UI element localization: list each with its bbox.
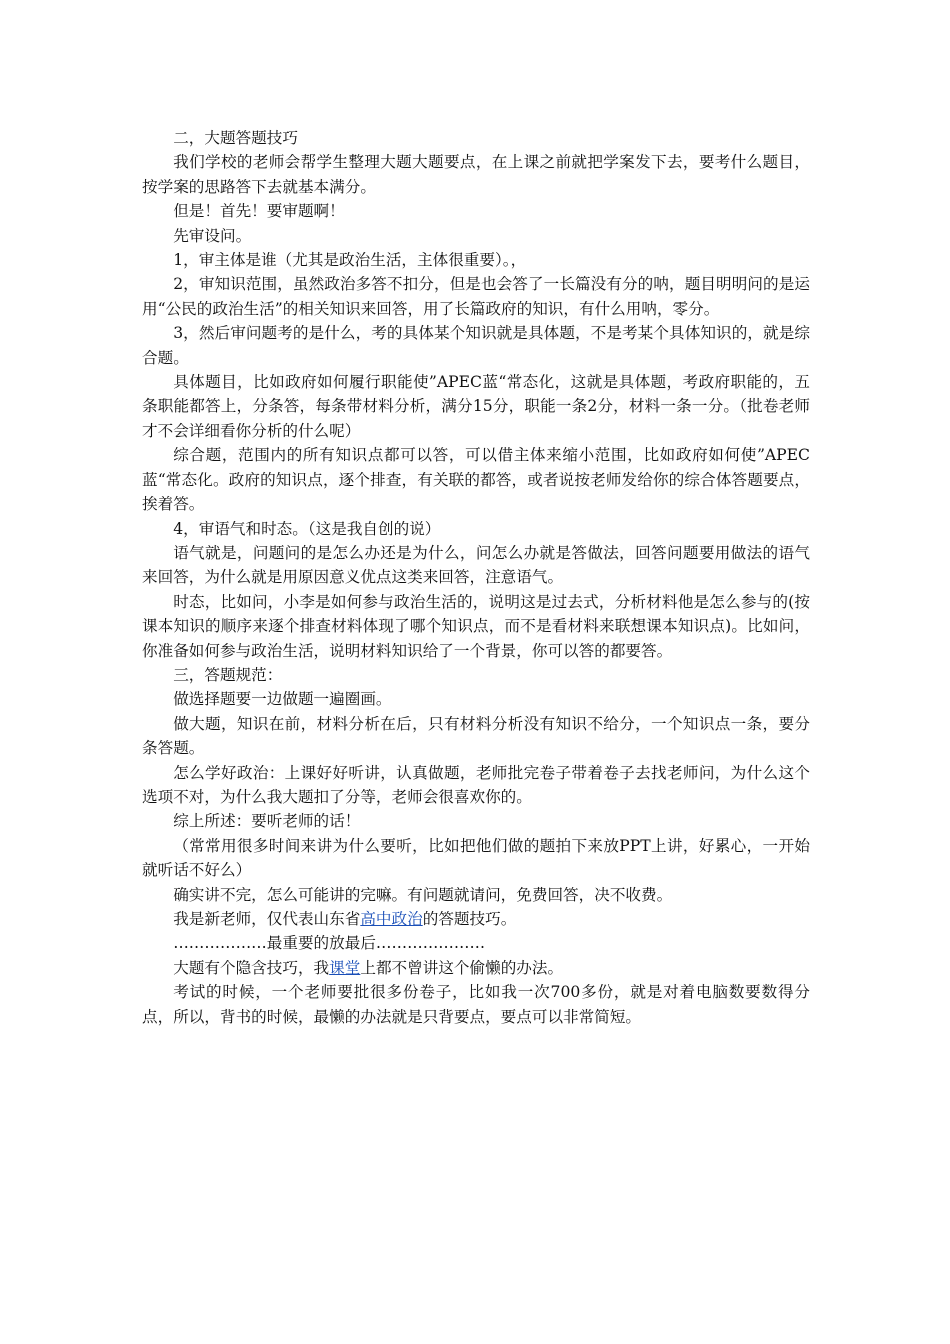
paragraph-hidden-tip — [142, 956, 810, 980]
paragraph: 时态，比如问，小李是如何参与政治生活的，说明这是过去式，分析材料他是怎么参与的(按课本知识的顺序来逐个排查材料体现了哪个知识点，而不是看材料来联想课本知识点)。比如问，你准备如何参与政治生活，说明材料知识给了一个背景，你可以答的都要答。 — [142, 592, 810, 660]
paragraph: 先审设问。 — [173, 226, 252, 245]
paragraph: 怎么学好政治：上课好好听讲，认真做题，老师批完卷子带着卷子去找老师问，为什么这个选项不对，为什么我大题扣了分等，老师会很喜欢你的。 — [142, 763, 810, 806]
paragraph: 具体题目，比如政府如何履行职能使”APEC蓝“常态化，这就是具体题，考政府职能的，五条职能都答上，分条答，每条带材料分析，满分15分，职能一条2分，材料一条一分。（批卷老师才不会详细看你分析的什么呢） — [142, 373, 810, 440]
document-body — [142, 126, 810, 1029]
paragraph: 4，审语气和时态。（这是我自创的说） — [173, 519, 441, 538]
section-heading-3: 三，答题规范： — [173, 665, 283, 684]
text-segment: 大题有个隐含技巧，我 — [173, 958, 330, 977]
link-high-school-politics[interactable]: 高中政治 — [360, 910, 423, 928]
section-heading-2: 二，大题答题技巧 — [173, 129, 298, 147]
paragraph: 2，审知识范围，虽然政治多答不扣分，但是也会答了一长篇没有分的呐，题目明明问的是运用“公民的政治生活”的相关知识来回答，用了长篇政府的知识，有什么用呐，零分。 — [142, 275, 810, 318]
text-segment: 的答题技巧。 — [422, 910, 517, 928]
text-segment: 我是新老师，仅代表山东省 — [173, 910, 361, 928]
paragraph: 确实讲不完，怎么可能讲的完嘛。有问题就请问，免费回答，决不收费。 — [173, 885, 673, 904]
paragraph: 综合题，范围内的所有知识点都可以答，可以借主体来缩小范围，比如政府如何使”APEC蓝“常态化。政府的知识点，逐个排查，有关联的都答，或者说按老师发给你的综合体答题要点，挨着答。 — [142, 446, 810, 514]
paragraph: 考试的时候，一个老师要批很多份卷子，比如我一次700多份，就是对着电脑数要数得分点，所以，背书的时候，最懒的办法就是只背要点，要点可以非常简短。 — [142, 983, 810, 1026]
paragraph: 综上所述：要听老师的话！ — [173, 812, 361, 831]
paragraph-new-teacher — [142, 907, 810, 931]
paragraph: 语气就是，问题问的是怎么办还是为什么，问怎么办就是答做法，回答问题要用做法的语气来回答，为什么就是用原因意义优点这类来回答，注意语气。 — [142, 543, 810, 587]
paragraph: 但是！首先！要审题啊！ — [173, 202, 345, 221]
paragraph: 我们学校的老师会帮学生整理大题大题要点，在上课之前就把学案发下去，要考什么题目，按学案的思路答下去就基本满分。 — [142, 153, 810, 196]
paragraph: 做选择题要一边做题一遍圈画。 — [173, 690, 392, 709]
paragraph: 3，然后审问题考的是什么，考的具体某个知识就是具体题，不是考某个具体知识的，就是综合题。 — [142, 324, 810, 367]
paragraph: （常常用很多时间来讲为什么要听，比如把他们做的题拍下来放PPT上讲，好累心，一开始就听话不好么） — [142, 836, 810, 880]
dots-divider: ………………最重要的放最后………………… — [173, 934, 486, 953]
paragraph: 1，审主体是谁（尤其是政治生活，主体很重要）。， — [173, 251, 527, 270]
link-classroom[interactable]: 课堂 — [329, 958, 361, 977]
paragraph: 做大题，知识在前，材料分析在后，只有材料分析没有知识不给分，一个知识点一条，要分条答题。 — [142, 714, 810, 758]
text-segment: 上都不曾讲这个偷懒的办法。 — [360, 958, 564, 977]
